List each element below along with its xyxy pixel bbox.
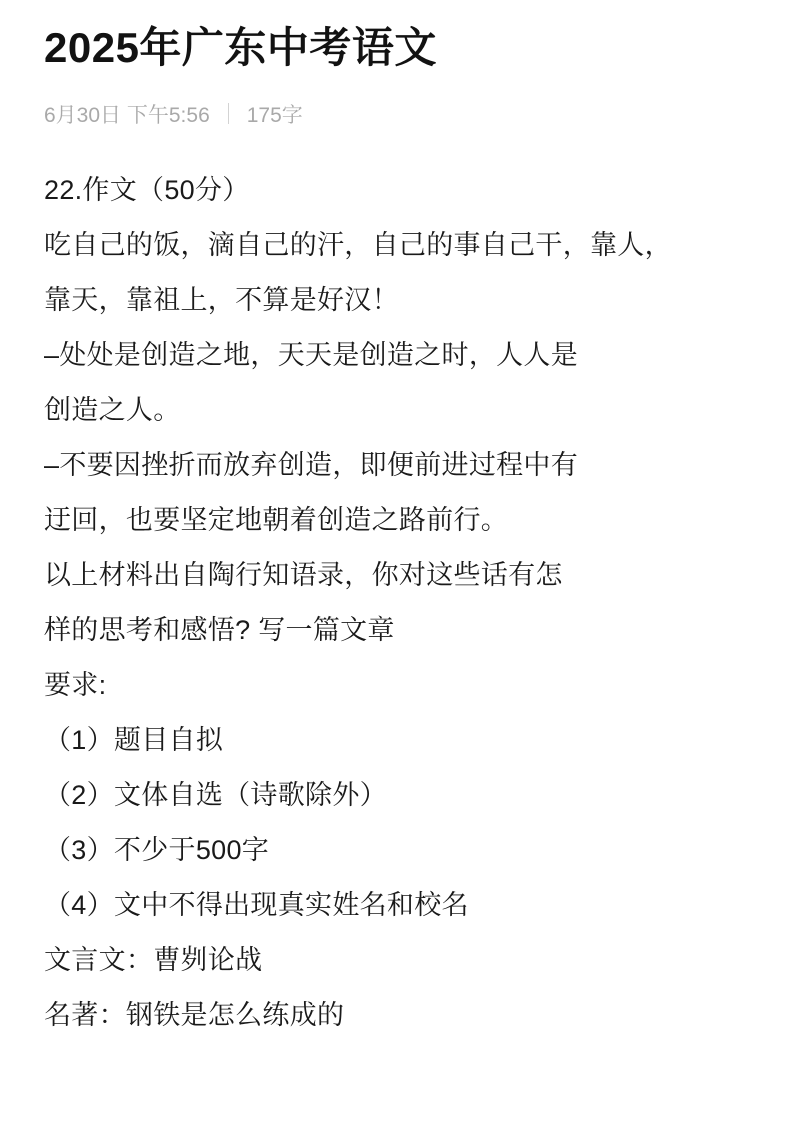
note-word-count: 175字: [246, 103, 303, 127]
note-line: （4）文中不得出现真实姓名和校名: [44, 889, 469, 920]
note-timestamp: 6月30日 下午5:56: [44, 103, 210, 127]
page-title: 2025年广东中考语文: [44, 24, 437, 71]
note-meta: [44, 99, 756, 129]
note-line: 靠天，靠祖上，不算是好汉！: [44, 284, 399, 315]
note-line: 以上材料出自陶行知语录，你对这些话有怎: [44, 559, 563, 590]
note-line: （1）题目自拟: [44, 724, 224, 755]
note-line: 22.作文（50分）: [44, 174, 250, 205]
note-line: 样的思考和感悟? 写一篇文章: [44, 614, 395, 645]
note-line: （3）不少于500字: [44, 834, 270, 865]
note-line: 文言文：曹刿论战: [44, 944, 263, 975]
meta-divider: [228, 103, 229, 124]
note-line: 迂回，也要坚定地朝着创造之路前行。: [44, 504, 509, 535]
note-body[interactable]: [0, 129, 800, 1043]
note-line: –不要因挫折而放弃创造，即便前进过程中有: [44, 449, 579, 480]
note-line: （2）文体自选（诗歌除外）: [44, 779, 387, 810]
note-line: 名著：钢铁是怎么练成的: [44, 999, 345, 1030]
note-line: –处处是创造之地，天天是创造之时，人人是: [44, 339, 579, 370]
note-line: 要求:: [44, 669, 107, 700]
note-line: 吃自己的饭，滴自己的汗，自己的事自己干，靠人，: [44, 229, 672, 260]
note-header: [0, 0, 800, 129]
note-line: 创造之人。: [44, 394, 181, 425]
